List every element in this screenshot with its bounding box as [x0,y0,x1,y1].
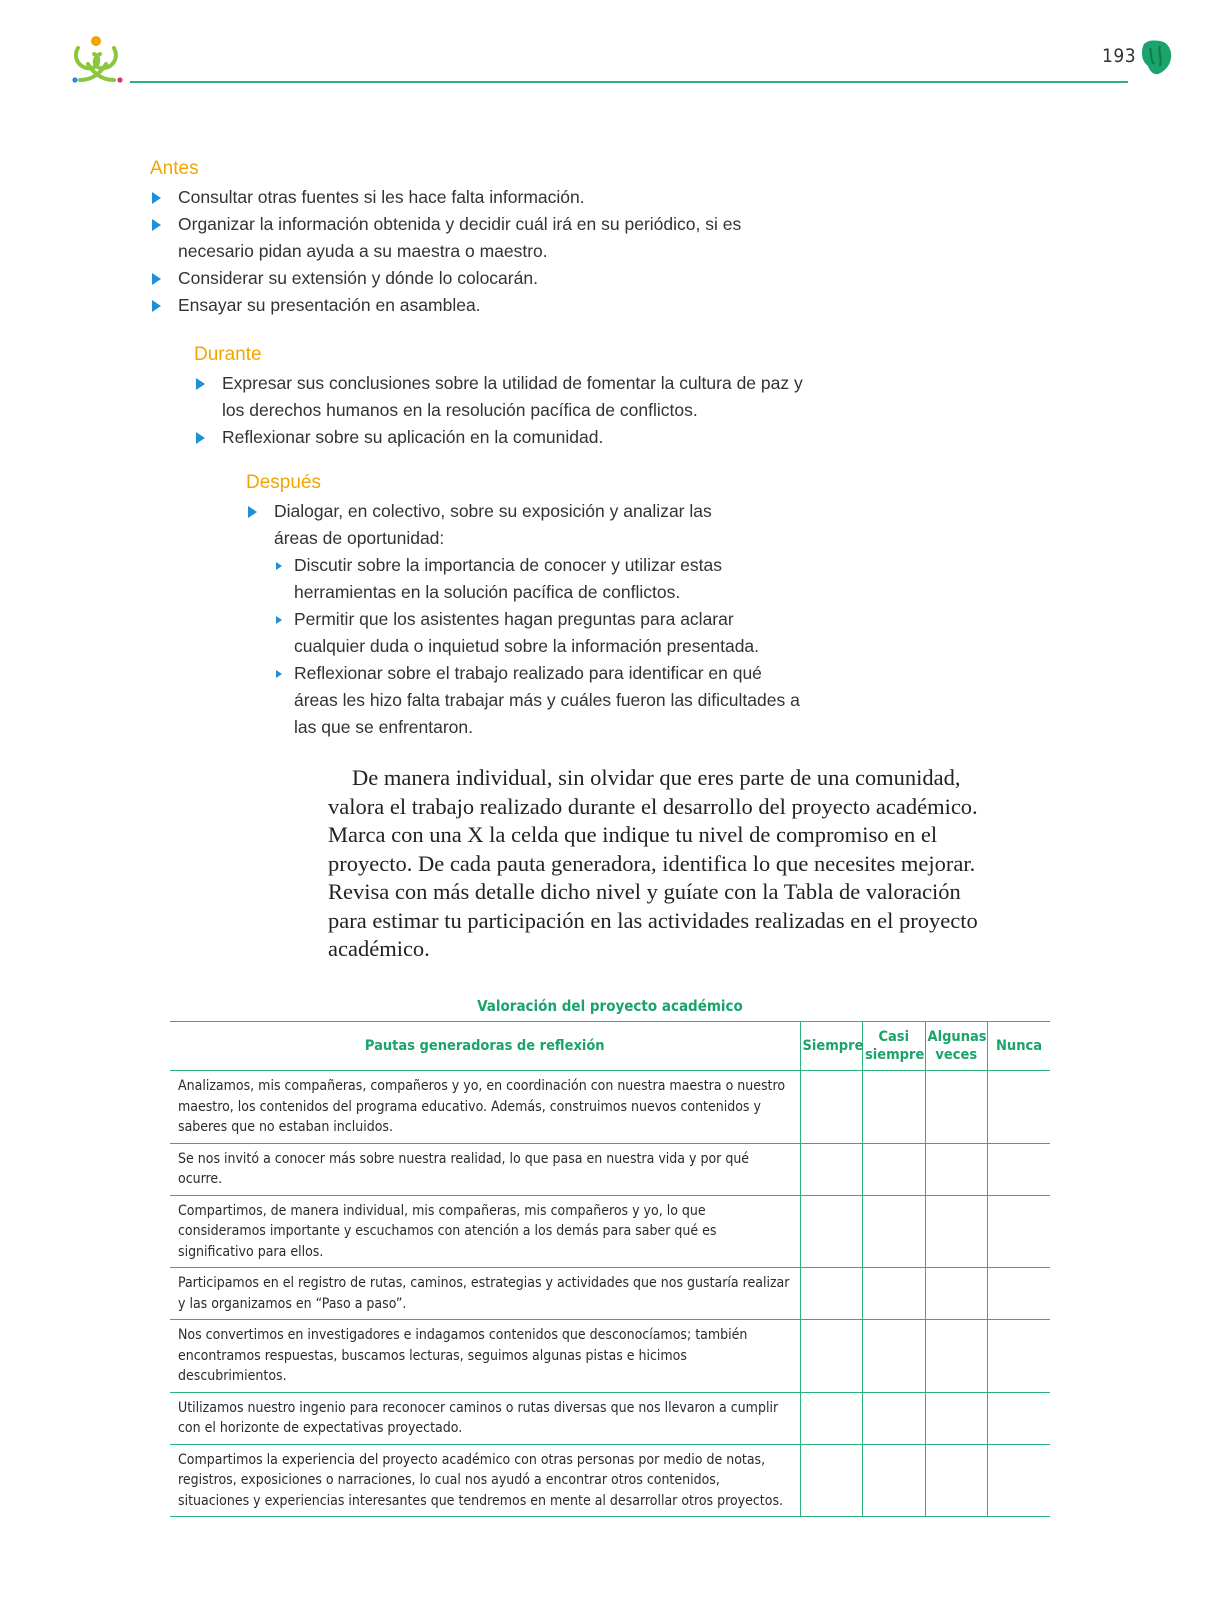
triangle-bullet-icon [248,506,257,518]
header-algunas-veces: Algunas veces [925,1022,988,1071]
header-casi-siempre: Casi siempre [863,1022,926,1071]
mark-cell-nunca[interactable] [988,1143,1051,1195]
pauta-cell: Compartimos la experiencia del proyecto académico con otras personas por medio de notas, registros, exposiciones o narraciones, lo cual nos ayudó a encontrar otros contenidos, situaciones y experiencias interesantes que tendremos en mente al desarrollar otros proyectos. [170,1444,800,1517]
section-despues [246,471,806,741]
mark-cell-siempre[interactable] [800,1071,863,1144]
triangle-bullet-icon [152,300,161,312]
instructions-paragraph: De manera individual, sin olvidar que eres parte de una comunidad, valora el trabajo realizado durante el desarrollo del proyecto académico. Marca con una X la celda que indique tu nivel de compromiso en el proyecto. De cada pauta generadora, identifica lo que necesites mejorar. Revisa con más detalle dicho nivel y guíate con la Tabla de valoración para estimar tu participación en las actividades realizadas en el proyecto académico. [328,765,978,961]
list-item-text: Reflexionar sobre el trabajo realizado para identificar en qué áreas les hizo falta trabajar más y cuáles fueron las dificultades a las que se enfrentaron. [294,663,800,737]
mark-cell-siempre[interactable] [800,1268,863,1320]
list-item [150,211,790,265]
list-item [246,498,806,741]
list-item-text: Organizar la información obtenida y decidir cuál irá en su periódico, si es necesario pidan ayuda a su maestra o maestro. [178,214,742,261]
mark-cell-nunca[interactable] [988,1392,1051,1444]
list-item-text: Discutir sobre la importancia de conocer y utilizar estas herramientas en la solución pacífica de conflictos. [294,555,722,602]
list-item [150,292,790,319]
leaf-figure-icon [1138,38,1174,76]
mark-cell-algunas-veces[interactable] [925,1071,988,1144]
triangle-bullet-icon [196,432,205,444]
table-row [170,1320,1050,1393]
mark-cell-algunas-veces[interactable] [925,1268,988,1320]
triangle-bullet-icon [276,670,282,678]
sub-list-item [274,660,806,741]
list-item-text: Dialogar, en colectivo, sobre su exposición y analizar las áreas de oportunidad: [274,501,712,548]
pauta-cell: Nos convertimos en investigadores e indagamos contenidos que desconocíamos; también encontramos respuestas, buscamos lecturas, seguimos algunas pistas e hicimos descubrimientos. [170,1320,800,1393]
header-rule [130,81,1128,83]
list-item-text: Consultar otras fuentes si les hace falta información. [178,187,585,207]
sub-list [274,552,806,741]
mark-cell-algunas-veces[interactable] [925,1143,988,1195]
mark-cell-nunca[interactable] [988,1195,1051,1268]
mark-cell-algunas-veces[interactable] [925,1195,988,1268]
table-row [170,1195,1050,1268]
mark-cell-casi-siempre[interactable] [863,1195,926,1268]
mark-cell-nunca[interactable] [988,1268,1051,1320]
mark-cell-nunca[interactable] [988,1320,1051,1393]
mark-cell-siempre[interactable] [800,1195,863,1268]
header-pautas: Pautas generadoras de reflexión [170,1022,800,1071]
mark-cell-siempre[interactable] [800,1320,863,1393]
list-item-text: Expresar sus conclusiones sobre la utilidad de fomentar la cultura de paz y los derechos humanos en la resolución pacífica de conflictos. [222,373,803,420]
sub-list-item [274,552,806,606]
pauta-cell: Compartimos, de manera individual, mis compañeras, mis compañeros y yo, lo que consideramos importante y escuchamos con atención a los demás para saber qué es significativo para ellos. [170,1195,800,1268]
triangle-bullet-icon [276,616,282,624]
triangle-bullet-icon [152,192,161,204]
list-item-text: Ensayar su presentación en asamblea. [178,295,481,315]
mark-cell-casi-siempre[interactable] [863,1444,926,1517]
page-number: 193 [1102,45,1137,67]
mark-cell-casi-siempre[interactable] [863,1392,926,1444]
table-row [170,1268,1050,1320]
header-siempre: Siempre [800,1022,863,1071]
list-item [150,184,790,211]
list-item-text: Reflexionar sobre su aplicación en la comunidad. [222,427,604,447]
mark-cell-nunca[interactable] [988,1071,1051,1144]
mark-cell-siempre[interactable] [800,1444,863,1517]
table-row [170,1071,1050,1144]
sub-list-item [274,606,806,660]
table-row [170,1444,1050,1517]
triangle-bullet-icon [276,562,282,570]
section-antes-title: Antes [150,158,199,179]
mark-cell-casi-siempre[interactable] [863,1143,926,1195]
mark-cell-algunas-veces[interactable] [925,1320,988,1393]
pauta-cell: Utilizamos nuestro ingenio para reconocer caminos o rutas diversas que nos llevaron a cumplir con el horizonte de expectativas proyectado. [170,1392,800,1444]
list-item [150,265,790,292]
evaluation-table [170,1021,1050,1517]
table-title: Valoración del proyecto académico [477,997,743,1015]
section-antes [150,157,790,319]
triangle-bullet-icon [152,273,161,285]
mark-cell-siempre[interactable] [800,1143,863,1195]
table-row [170,1143,1050,1195]
pauta-cell: Participamos en el registro de rutas, caminos, estrategias y actividades que nos gustaría realizar y las organizamos en “Paso a paso”. [170,1268,800,1320]
program-logo-icon [70,34,126,88]
section-durante [194,343,824,451]
list-item-text: Considerar su extensión y dónde lo colocarán. [178,268,538,288]
mark-cell-casi-siempre[interactable] [863,1071,926,1144]
mark-cell-algunas-veces[interactable] [925,1392,988,1444]
list-item [194,424,824,451]
table-header-row [170,1022,1050,1071]
table-row [170,1392,1050,1444]
pauta-cell: Analizamos, mis compañeras, compañeros y yo, en coordinación con nuestra maestra o nuestro maestro, los contenidos del programa educativo. Además, construimos nuevos contenidos y saberes que no estaban incluidos. [170,1071,800,1144]
pauta-cell: Se nos invitó a conocer más sobre nuestra realidad, lo que pasa en nuestra vida y por qué ocurre. [170,1143,800,1195]
list-item [194,370,824,424]
mark-cell-casi-siempre[interactable] [863,1320,926,1393]
mark-cell-siempre[interactable] [800,1392,863,1444]
list-item-text: Permitir que los asistentes hagan preguntas para aclarar cualquier duda o inquietud sobre la información presentada. [294,609,760,656]
mark-cell-algunas-veces[interactable] [925,1444,988,1517]
section-despues-title: Después [246,472,321,493]
triangle-bullet-icon [152,219,161,231]
mark-cell-casi-siempre[interactable] [863,1268,926,1320]
section-durante-title: Durante [194,344,262,365]
triangle-bullet-icon [196,378,205,390]
mark-cell-nunca[interactable] [988,1444,1051,1517]
header-nunca: Nunca [988,1022,1051,1071]
